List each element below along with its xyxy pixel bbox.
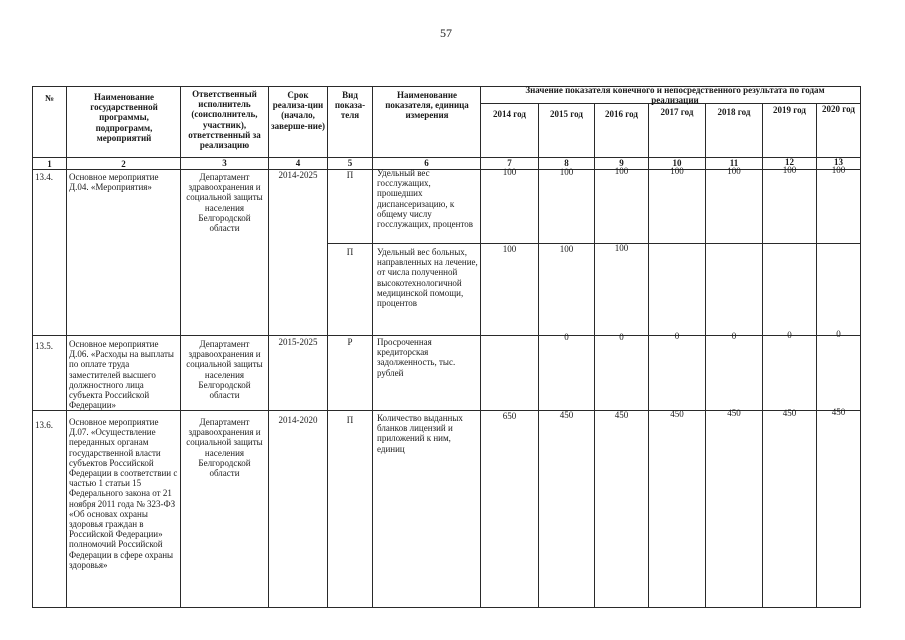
implementation-term: 2014-2025	[278, 170, 318, 180]
header-term: Срок реализа-ции (начало, заверше-ние)	[271, 90, 325, 131]
value-cell: 0	[619, 332, 624, 342]
value-cell: 100	[670, 166, 684, 176]
row-number: 13.6.	[35, 420, 53, 430]
indicator-type: Р	[347, 337, 353, 347]
column-number: 11	[729, 158, 739, 168]
column-number: 2	[121, 159, 126, 169]
column-number: 4	[295, 158, 301, 168]
value-cell: 650	[502, 411, 517, 421]
indicator-type: П	[346, 247, 354, 257]
column-line	[648, 103, 649, 608]
header-year: 2017 год	[660, 107, 694, 117]
header-executor: Ответственный исполнитель (соисполнитель, участник), ответственный за реализацию	[188, 89, 261, 151]
responsible-executor: Департамент здравоохранения и социальной защиты населения Белгородской области	[186, 172, 263, 234]
value-cell: 0	[787, 330, 792, 340]
page-number: 57	[440, 26, 452, 40]
responsible-executor: Департамент здравоохранения и социальной защиты населения Белгородской области	[186, 417, 263, 479]
value-cell: 100	[614, 166, 629, 176]
table-border-right	[860, 86, 861, 608]
header-year: 2018 год	[717, 107, 751, 117]
value-cell: 450	[727, 408, 741, 418]
implementation-term: 2014-2020	[278, 415, 318, 425]
event-name: Основное мероприятие Д.07. «Осуществление переданных органам государственной власти субъектов Российской Федерации в соответствии с частью 1 статьи 15 Федерального закона от 21 ноября 2011 года № 323-ФЗ «Об основах охраны здоровья граждан в Российской Федерации» полномочий Российской Федерации в сфере охраны здоровья»	[69, 417, 178, 570]
column-number: 3	[222, 158, 227, 168]
value-cell: 100	[559, 244, 574, 254]
column-number: 13	[834, 157, 843, 167]
value-cell: 100	[502, 167, 517, 177]
column-line	[594, 103, 595, 608]
header-values: Значение показателя конечного и непосредственного результата по годам реализации	[525, 85, 825, 106]
header-year: 2019 год	[773, 105, 806, 115]
column-number: 9	[619, 158, 624, 168]
column-line	[762, 103, 763, 608]
column-line	[816, 103, 817, 608]
column-line	[705, 103, 706, 608]
header-indicator: Наименование показателя, единица измерения	[385, 90, 469, 121]
value-cell: 0	[564, 332, 569, 342]
column-number: 10	[672, 158, 682, 168]
indicator-type: П	[346, 415, 354, 425]
value-cell: 100	[831, 165, 846, 175]
implementation-term: 2015-2025	[278, 337, 318, 347]
header-year: 2020 год	[822, 104, 855, 114]
column-number: 12	[785, 157, 794, 167]
column-number: 6	[424, 158, 429, 168]
value-cell: 100	[782, 165, 797, 175]
header-year: 2016 год	[605, 109, 638, 119]
value-cell: 0	[674, 331, 680, 341]
header-year: 2014 год	[493, 109, 526, 119]
value-cell: 0	[836, 329, 841, 339]
column-number: 5	[347, 158, 353, 168]
header-year: 2015 год	[550, 109, 583, 119]
value-cell: 450	[782, 408, 797, 418]
value-cell: 450	[831, 407, 846, 417]
row-number: 13.5.	[35, 341, 53, 351]
indicator-name: Удельный вес госслужащих, прошедших диспансеризацию, к общему числу госслужащих, процентов	[377, 168, 474, 230]
value-cell: 450	[670, 409, 684, 419]
column-number: 7	[507, 158, 512, 168]
value-cell: 100	[502, 244, 517, 254]
column-number: 8	[564, 158, 569, 168]
value-cell: 100	[614, 243, 629, 253]
indicator-name: Количество выданных бланков лицензий и приложений к ним, единиц	[377, 413, 463, 454]
value-cell: 100	[559, 167, 574, 177]
header-type: Вид показа-теля	[334, 90, 366, 121]
row-number: 13.4.	[35, 172, 53, 182]
indicator-name: Удельный вес больных, направленных на лечение, от числа полученной высокотехнологичной медицинской помощи, процентов	[377, 247, 478, 309]
event-name: Основное мероприятие Д.04. «Мероприятия»	[69, 172, 159, 193]
indicator-name: Просроченная кредиторская задолженность, тыс. рублей	[377, 337, 456, 378]
value-cell: 450	[614, 410, 629, 420]
column-number: 1	[47, 159, 52, 169]
indicator-type: П	[346, 170, 354, 180]
table-border-bottom	[32, 607, 860, 608]
value-cell: 100	[727, 166, 741, 176]
column-line	[538, 103, 539, 608]
header-no: №	[44, 93, 55, 103]
value-cell: 450	[559, 410, 574, 420]
header-name: Наименование государственной программы, подпрограмм, мероприятий	[90, 92, 158, 143]
responsible-executor: Департамент здравоохранения и социальной защиты населения Белгородской области	[186, 339, 263, 401]
event-name: Основное мероприятие Д.06. «Расходы на выплаты по оплате труда заместителей высшего должностного лица субъекта Российской Федерации»	[69, 339, 174, 411]
value-cell: 0	[731, 331, 737, 341]
